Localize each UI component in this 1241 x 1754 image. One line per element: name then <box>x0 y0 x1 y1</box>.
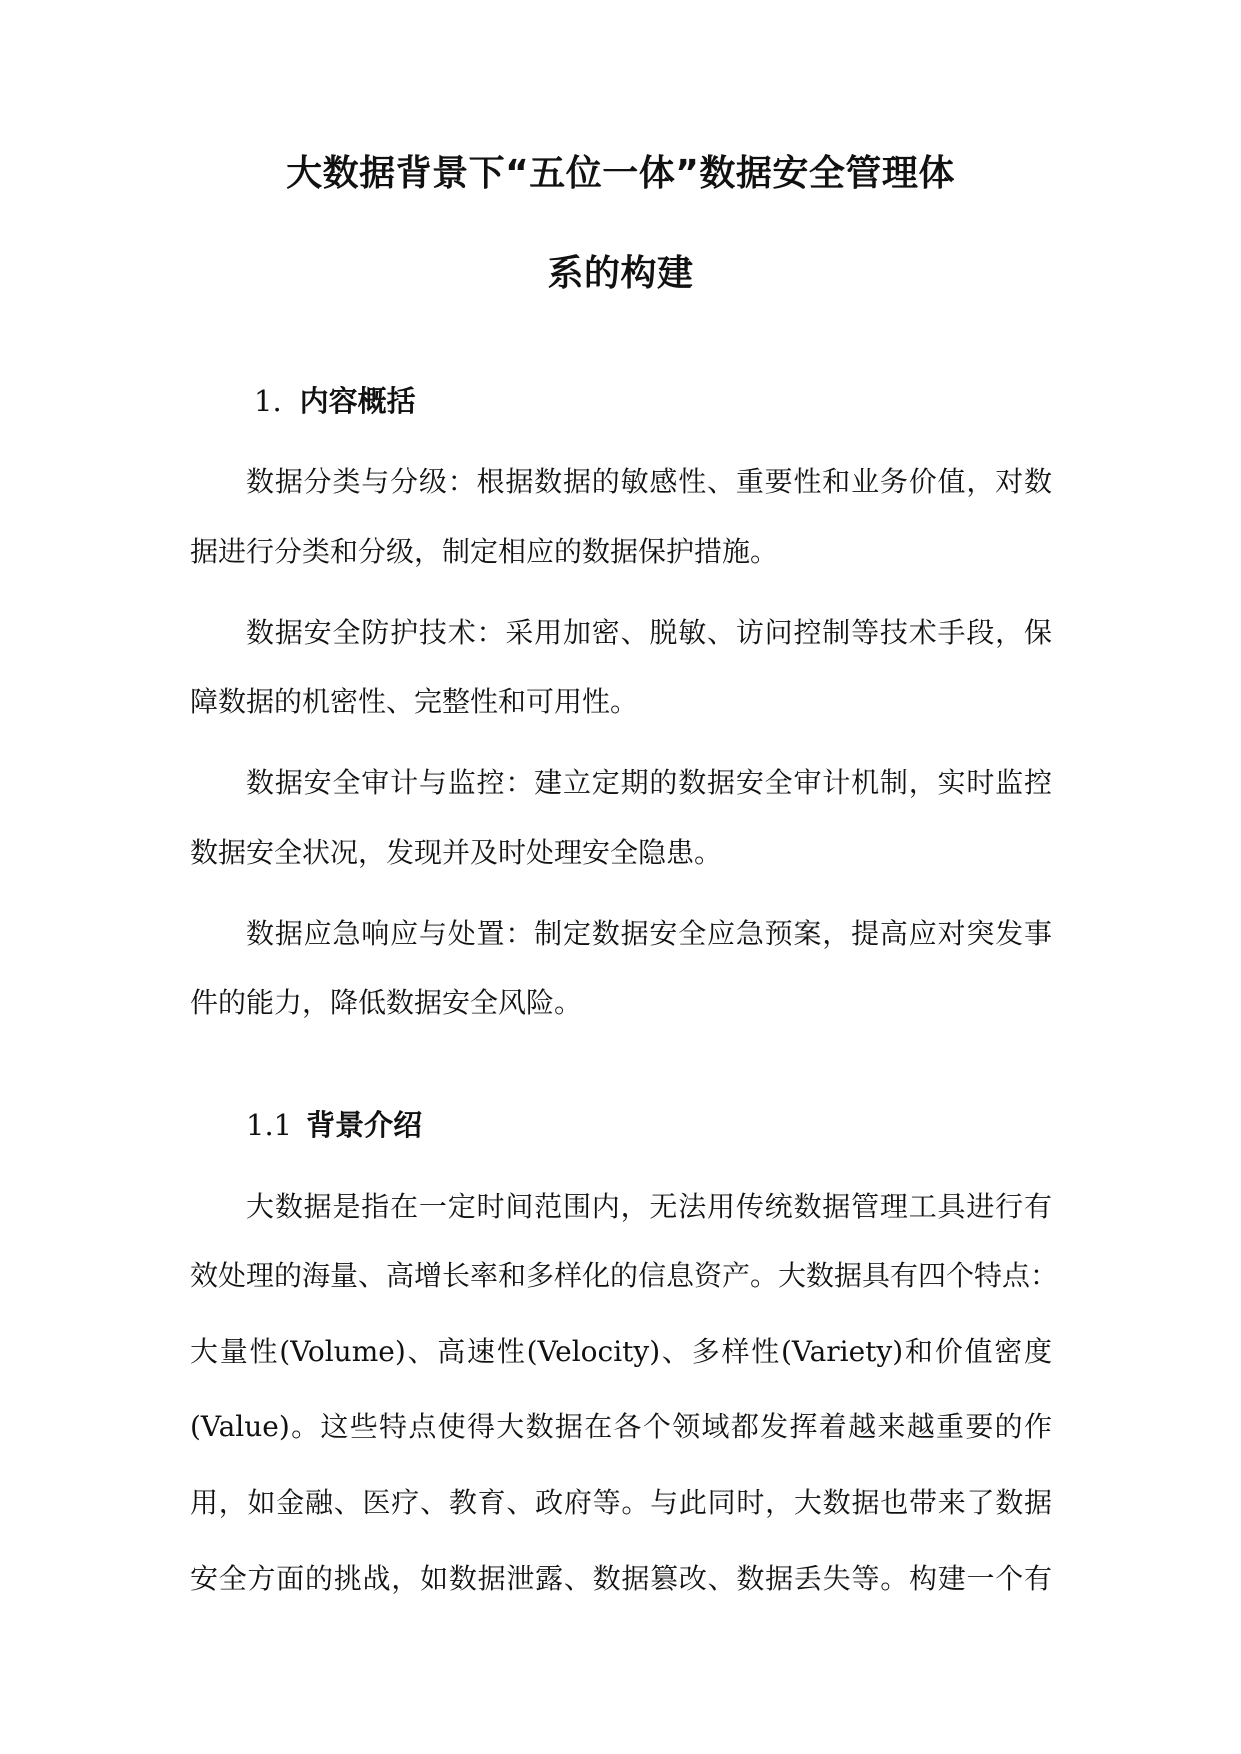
paragraph-line: (Value)。这些特点使得大数据在各个领域都发挥着越来越重要的作 <box>190 1410 1052 1443</box>
section-heading-1 <box>254 383 416 419</box>
document-title-line-2: 系的构建 <box>547 253 694 294</box>
paragraph-line: 数据安全审计与监控：建立定期的数据安全审计机制，实时监控 <box>246 766 1052 799</box>
paragraph-line: 障数据的机密性、完整性和可用性。 <box>190 685 639 718</box>
paragraph-line: 大数据是指在一定时间范围内，无法用传统数据管理工具进行有 <box>246 1190 1052 1223</box>
paragraph-line: 件的能力，降低数据安全风险。 <box>190 986 583 1019</box>
paragraph-line: 安全方面的挑战，如数据泄露、数据篡改、数据丢失等。构建一个有 <box>190 1562 1052 1595</box>
section-heading-1-1 <box>246 1107 422 1143</box>
section-label: 内容概括 <box>299 384 416 418</box>
section-number: 1. <box>254 384 282 418</box>
paragraph-line: 数据分类与分级：根据数据的敏感性、重要性和业务价值，对数 <box>246 465 1052 498</box>
paragraph-line: 用，如金融、医疗、教育、政府等。与此同时，大数据也带来了数据 <box>190 1486 1052 1519</box>
paragraph-line: 据进行分类和分级，制定相应的数据保护措施。 <box>190 535 779 568</box>
section-label: 背景介绍 <box>306 1108 423 1142</box>
paragraph-line: 数据安全状况，发现并及时处理安全隐患。 <box>190 836 723 869</box>
document-title-line-1: 大数据背景下“五位一体”数据安全管理体 <box>286 153 955 194</box>
paragraph-line: 数据安全防护技术：采用加密、脱敏、访问控制等技术手段，保 <box>246 616 1052 649</box>
paragraph-line: 数据应急响应与处置：制定数据安全应急预案，提高应对突发事 <box>246 917 1052 950</box>
paragraph-line: 大量性(Volume)、高速性(Velocity)、多样性(Variety)和价值密度 <box>190 1335 1052 1368</box>
paragraph-line: 效处理的海量、高增长率和多样化的信息资产。大数据具有四个特点： <box>190 1259 1059 1292</box>
section-number: 1.1 <box>246 1108 293 1142</box>
